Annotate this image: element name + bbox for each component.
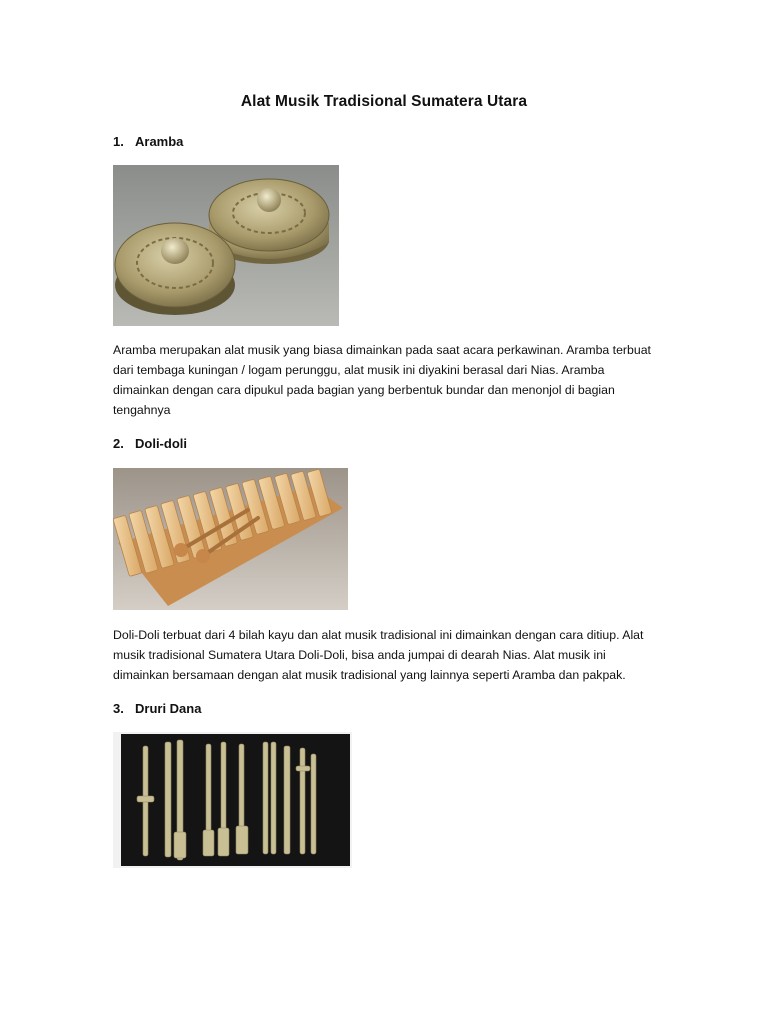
section-title: Doli-doli [135, 436, 187, 451]
druri-dana-image [113, 732, 352, 868]
aramba-description [113, 340, 653, 420]
section-heading-druri-dana [113, 701, 201, 716]
paragraph-line: dari tembaga kuningan / logam perunggu, alat musik ini diyakini berasal dari Nias. Aramba [113, 363, 605, 377]
section-heading-doli-doli [113, 436, 187, 451]
paragraph-line: dimainkan dengan cara dipukul pada bagian yang berbentuk bundar dan menonjol di bagian [113, 383, 615, 397]
section-number: 2. [113, 436, 124, 451]
paragraph-line: tengahnya [113, 403, 171, 417]
aramba-gong-image [113, 165, 339, 326]
paragraph-line: Doli-Doli terbuat dari 4 bilah kayu dan alat musik tradisional ini dimainkan dengan cara ditiup. Alat [113, 628, 644, 642]
section-title: Druri Dana [135, 701, 202, 716]
document-title: Alat Musik Tradisional Sumatera Utara [240, 93, 528, 110]
doli-doli-xylophone-image [113, 468, 348, 610]
doli-doli-description [113, 625, 653, 685]
paragraph-line: dimainkan bersamaan dengan alat musik tradisional yang lainnya seperti Aramba dan pakpak. [113, 668, 626, 682]
paragraph-line: Aramba merupakan alat musik yang biasa dimainkan pada saat acara perkawinan. Aramba terbuat [113, 343, 651, 357]
section-heading-aramba [113, 134, 183, 149]
section-title: Aramba [135, 134, 184, 149]
section-number: 3. [113, 701, 124, 716]
paragraph-line: musik tradisional Sumatera Utara Doli-Doli, bisa anda jumpai di dearah Nias. Alat musik ini [113, 648, 606, 662]
section-number: 1. [113, 134, 124, 149]
